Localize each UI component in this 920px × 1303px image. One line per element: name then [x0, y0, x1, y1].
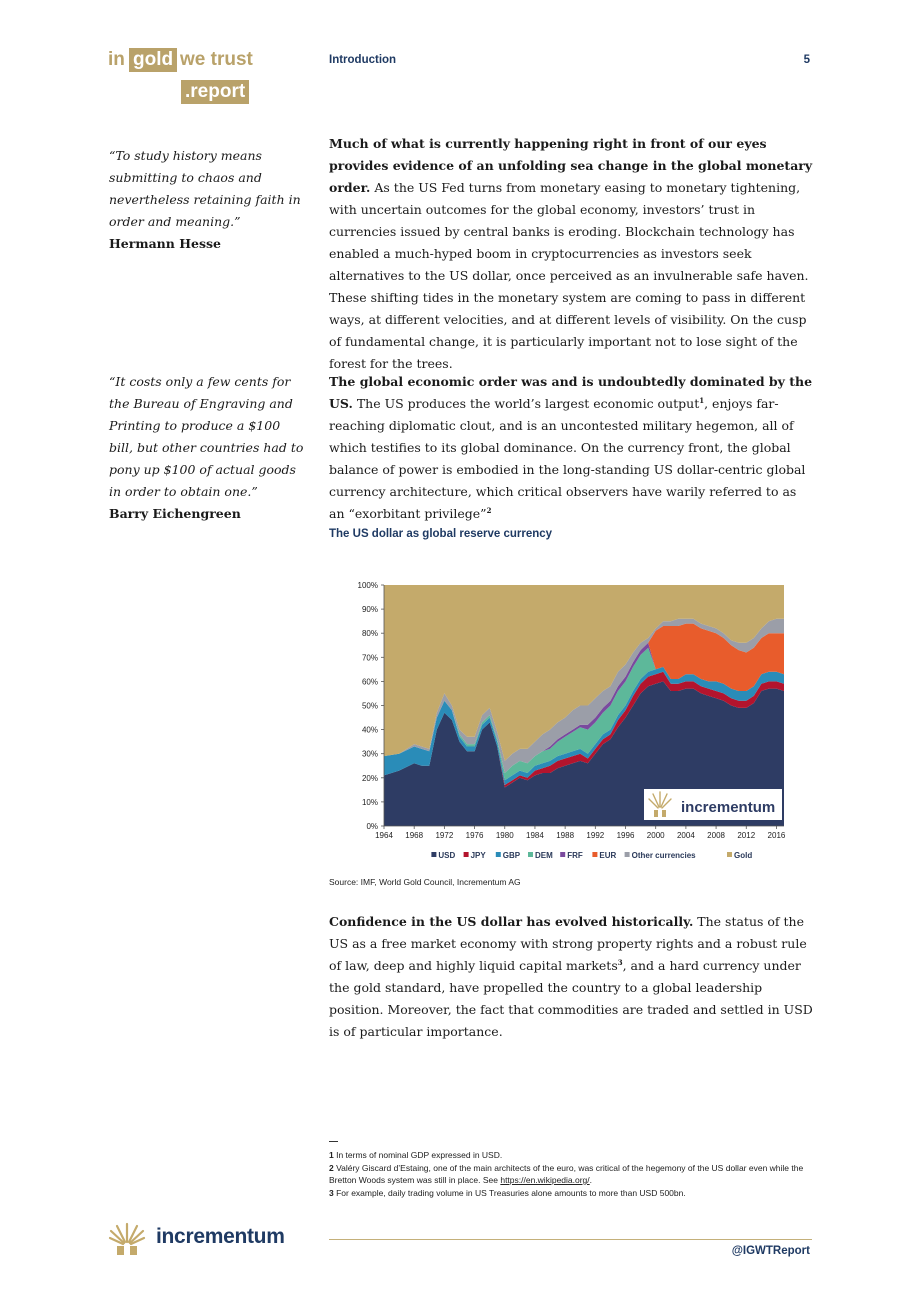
x-tick-label: 1988: [556, 831, 575, 840]
x-tick-label: 1972: [435, 831, 454, 840]
legend-swatch: [560, 852, 565, 857]
legend-label: Gold: [734, 851, 753, 860]
y-tick-label: 100%: [357, 581, 378, 590]
page-number: 5: [803, 54, 810, 66]
paragraph-body: The status of the US as a free market economy with strong property rights and a robust rule of law, deep and highly liquid capital markets: [329, 914, 807, 973]
footnote-ref-2[interactable]: 2: [486, 505, 492, 515]
legend-label: GBP: [502, 851, 521, 860]
footnote-1: [329, 1149, 819, 1162]
paragraph-body: The US produces the world’s largest economic output: [352, 396, 700, 411]
legend-swatch: [592, 852, 597, 857]
x-tick-label: 2000: [646, 831, 665, 840]
x-tick-label: 1976: [465, 831, 484, 840]
logo-gold-text: gold: [129, 48, 177, 72]
y-tick-label: 90%: [361, 605, 378, 615]
quote-text: “It costs only a few cents for the Bureau of Engraving and Printing to produce a $100 bill, but other countries had to pony up $100 of actual goods in order to obtain one.”: [109, 374, 304, 499]
twitter-handle[interactable]: @IGWTReport: [731, 1245, 810, 1257]
incrementum-tree-icon: [108, 1222, 146, 1256]
footer-divider: [329, 1239, 812, 1240]
footnote-text: In terms of nominal GDP expressed in USD.: [333, 1150, 503, 1160]
legend-label: Other currencies: [631, 851, 696, 860]
legend-label: DEM: [535, 851, 553, 860]
y-tick-label: 60%: [361, 677, 378, 687]
side-quote-1: [109, 145, 304, 255]
paragraph-body: As the US Fed turns from monetary easing to monetary tightening, with uncertain outcomes for the global economy, investors’ trust in currencies issued by central banks is eroding. Blockchain technology has enabled a much-hyped boom in cryptocurrencies as investors seek alternatives to the US dollar, once perceived as an invulnerable safe haven. These shifting tides in the monetary system are coming to pass in different ways, at different velocities, and at different levels of visibility. On the cusp of fundamental change, it is particularly important not to lose sight of the forest for the trees.: [329, 180, 809, 371]
legend-item-eur: [592, 851, 616, 860]
legend-swatch: [496, 852, 501, 857]
paragraph-economic-order: [329, 371, 815, 525]
paragraph-lead: Confidence in the US dollar has evolved historically.: [329, 914, 694, 929]
wikipedia-link[interactable]: https://en.wikipedia.org/: [500, 1175, 590, 1185]
x-tick-label: 2016: [767, 831, 786, 840]
legend-item-gbp: [496, 851, 521, 860]
paragraph-lead: Much of what is currently happening right in front of our eyes provides evidence of an unfolding sea change in the global monetary order.: [329, 136, 813, 195]
x-tick-label: 1992: [586, 831, 605, 840]
y-tick-label: 50%: [361, 701, 378, 711]
footnote-divider: [329, 1141, 338, 1142]
footnote-number: 2: [329, 1162, 334, 1173]
legend-item-gold: [727, 851, 752, 860]
footnote-number: 3: [329, 1187, 334, 1198]
logo-report-text: .report: [181, 80, 249, 104]
watermark-text: incrementum: [681, 799, 776, 816]
logo-we-trust-text: we trust: [180, 49, 253, 70]
footnote-3: [329, 1187, 819, 1200]
paragraph-confidence: [329, 911, 815, 1043]
legend-swatch: [625, 852, 630, 857]
quote-author: Barry Eichengreen: [109, 506, 241, 521]
y-tick-label: 0%: [366, 822, 378, 831]
legend-swatch: [727, 852, 732, 857]
y-tick-label: 80%: [361, 629, 378, 639]
x-tick-label: 2012: [737, 831, 756, 840]
watermark-tree-trunk: [654, 810, 658, 817]
legend-item-usd: [431, 851, 455, 860]
x-tick-label: 2008: [707, 831, 725, 840]
legend-item-dem: [528, 851, 553, 860]
header-logo: [106, 48, 256, 106]
paragraph-body: , and a hard currency under the gold standard, have propelled the country to a global leadership position. Moreover, the fact that commodities are traded and settled in USD is of particular importance.: [329, 958, 813, 1039]
x-tick-label: 1984: [526, 831, 544, 840]
x-tick-label: 1968: [405, 831, 424, 840]
quote-author: Hermann Hesse: [109, 236, 221, 251]
paragraph-body: , enjoys far-reaching diplomatic clout, and is an uncontested military hegemon, all of which testifies to its global dominance. On the currency front, the global balance of power is embodied in the long-standing US dollar-centric global currency architecture, which critical observers have warily referred to as an “exorbitant privilege”: [329, 396, 806, 521]
footnote-number: 1: [329, 1150, 334, 1160]
watermark-tree-trunk: [662, 810, 666, 817]
x-tick-label: 1996: [616, 831, 635, 840]
footnote-ref-1[interactable]: 1: [699, 395, 705, 405]
footnote-ref-3[interactable]: 3: [617, 957, 623, 967]
section-title: Introduction: [329, 54, 397, 66]
y-tick-label: 10%: [361, 797, 378, 807]
logo-in-text: in: [108, 49, 125, 70]
y-tick-label: 20%: [361, 773, 378, 783]
footer-brand: incrementum: [156, 1225, 285, 1248]
paragraph-lead: The global economic order was and is undoubtedly dominated by the US.: [329, 374, 813, 411]
chart-title: The US dollar as global reserve currency: [329, 528, 553, 540]
y-tick-label: 70%: [361, 653, 378, 663]
x-tick-label: 1980: [495, 831, 514, 840]
legend-swatch: [464, 852, 469, 857]
footnote-text: For example, daily trading volume in US Treasuries alone amounts to more than USD 500bn.: [333, 1187, 686, 1198]
legend-label: JPY: [470, 851, 486, 860]
x-tick-label: 2004: [676, 831, 695, 840]
chart-source: Source: IMF, World Gold Council, Incrementum AG: [329, 877, 521, 887]
legend-label: USD: [438, 851, 456, 860]
footnote-text: Valéry Giscard d’Estaing, one of the main architects of the euro, was critical of the hegemony of the US dollar even while the Bretton Woods system was still in place. See: [329, 1162, 804, 1185]
x-tick-label: 1964: [375, 831, 393, 840]
footnote-text-tail: .: [589, 1175, 593, 1185]
legend-item-jpy: [464, 851, 487, 860]
legend-label: EUR: [599, 851, 617, 860]
legend-swatch: [431, 852, 436, 857]
paragraph-monetary-order: [329, 133, 815, 375]
y-tick-label: 30%: [361, 749, 378, 759]
legend-item-frf: [560, 851, 583, 860]
side-quote-2: [109, 371, 304, 525]
y-tick-label: 40%: [361, 725, 378, 735]
chart-watermark: [644, 789, 782, 820]
footer-logo: [108, 1222, 298, 1256]
footnotes: [329, 1149, 819, 1199]
reserve-currency-chart: [340, 575, 800, 865]
footnote-2: [329, 1162, 819, 1187]
quote-text: “To study history means submitting to chaos and nevertheless retaining faith in order and meaning.”: [109, 148, 301, 229]
legend-swatch: [528, 852, 533, 857]
legend-item-other-currencies: [625, 851, 697, 860]
legend-label: FRF: [567, 851, 583, 860]
